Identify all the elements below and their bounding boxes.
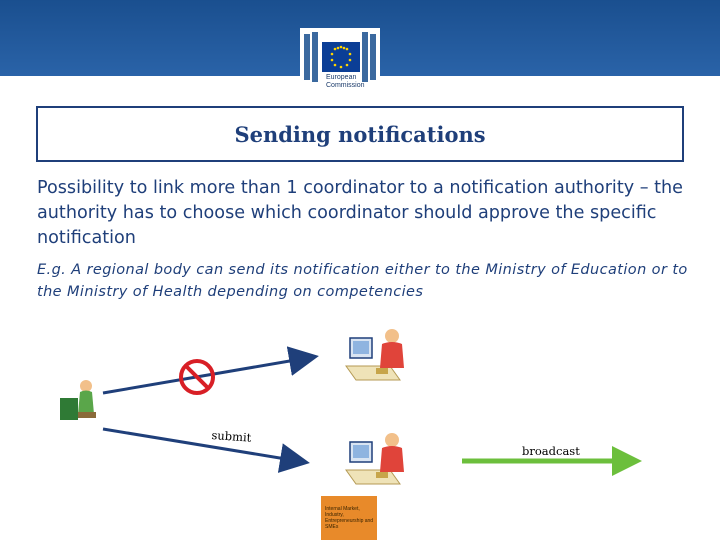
slide-title: Sending notifications xyxy=(234,121,486,147)
broadcast-label: broadcast xyxy=(522,444,580,458)
submit-label: submit xyxy=(211,428,252,445)
sender-person-icon xyxy=(0,380,96,420)
example-paragraph: E.g. A regional body can send its notification either to the Ministry of Education or to the Ministry of Health depending on competencies xyxy=(37,262,688,300)
submit-arrow xyxy=(103,429,304,462)
logo-caption: European Commission xyxy=(326,74,365,89)
coordinator-person-icon xyxy=(346,433,404,484)
blocked-sign-icon xyxy=(181,361,213,393)
coordinator-person-icon xyxy=(346,329,404,380)
body-paragraph: Possibility to link more than 1 coordinator to a notification authority – the authority has to choose which coordinator should approve the specific notification xyxy=(37,178,683,248)
dg-badge-text: Internal Market, Industry, Entrepreneurship and SMEs xyxy=(325,506,374,530)
